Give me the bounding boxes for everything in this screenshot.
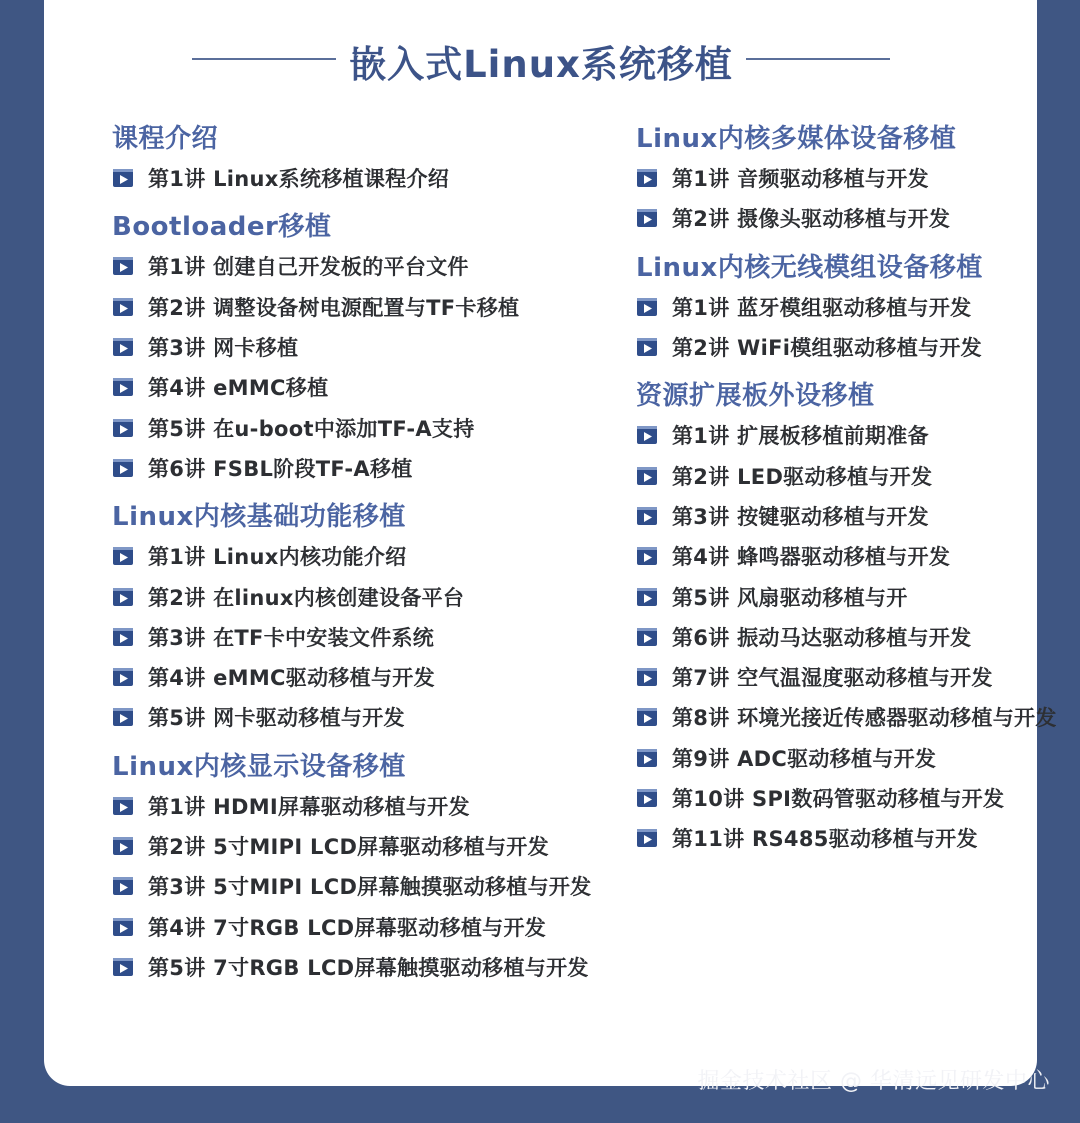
play-icon <box>112 875 134 897</box>
lesson-title: 第1讲 Linux系统移植课程介绍 <box>148 167 450 192</box>
lesson-title: 第1讲 HDMI屏幕驱动移植与开发 <box>148 794 470 819</box>
play-icon <box>636 787 658 809</box>
lesson-item[interactable] <box>112 826 591 866</box>
lesson-title: 第5讲 7寸RGB LCD屏幕触摸驱动移植与开发 <box>148 955 589 980</box>
lesson-title: 第5讲 风扇驱动移植与开 <box>672 585 908 610</box>
lesson-item[interactable] <box>636 327 1057 367</box>
lesson-title: 第2讲 在linux内核创建设备平台 <box>148 585 465 610</box>
play-icon <box>112 417 134 439</box>
lesson-title: 第7讲 空气温湿度驱动移植与开发 <box>672 666 993 691</box>
section-title: Linux内核显示设备移植 <box>112 751 406 782</box>
lesson-item[interactable] <box>112 576 591 616</box>
play-icon <box>636 167 658 189</box>
lesson-title: 第10讲 SPI数码管驱动移植与开发 <box>672 787 1005 811</box>
lesson-item[interactable] <box>112 657 591 697</box>
lesson-title: 第6讲 振动马达驱动移植与开发 <box>672 625 972 650</box>
play-icon <box>112 255 134 277</box>
title-divider-right <box>746 58 890 60</box>
play-icon <box>112 916 134 938</box>
lesson-item[interactable] <box>112 866 591 906</box>
course-card <box>44 0 1057 1086</box>
section-title: Linux内核基础功能移植 <box>112 502 406 533</box>
lesson-item[interactable] <box>636 818 1057 858</box>
play-icon <box>112 457 134 479</box>
play-icon <box>636 706 658 728</box>
course-section <box>112 748 591 987</box>
lesson-title: 第11讲 RS485驱动移植与开发 <box>672 827 978 852</box>
lesson-title: 第1讲 扩展板移植前期准备 <box>672 424 929 449</box>
lesson-item[interactable] <box>112 786 591 826</box>
lesson-title: 第4讲 蜂鸣器驱动移植与开发 <box>672 545 951 570</box>
lesson-title: 第6讲 FSBL阶段TF-A移植 <box>148 456 413 481</box>
play-icon <box>112 545 134 567</box>
lesson-item[interactable] <box>636 778 1057 818</box>
lesson-title: 第4讲 7寸RGB LCD屏幕驱动移植与开发 <box>148 915 547 940</box>
play-icon <box>112 296 134 318</box>
lesson-title: 第1讲 音频驱动移植与开发 <box>672 167 929 192</box>
lesson-item[interactable] <box>112 947 591 987</box>
lesson-title: 第2讲 WiFi模组驱动移植与开发 <box>672 336 982 361</box>
play-icon <box>636 747 658 769</box>
play-icon <box>112 956 134 978</box>
lesson-item[interactable] <box>112 617 591 657</box>
lesson-title: 第3讲 5寸MIPI LCD屏幕触摸驱动移植与开发 <box>148 875 592 900</box>
lesson-item[interactable] <box>636 576 1057 616</box>
play-icon <box>112 706 134 728</box>
play-icon <box>112 167 134 189</box>
course-section <box>112 208 591 488</box>
play-icon <box>112 336 134 358</box>
lesson-title: 第2讲 5寸MIPI LCD屏幕驱动移植与开发 <box>148 835 549 859</box>
lesson-title: 第3讲 按键驱动移植与开发 <box>672 504 929 529</box>
lesson-title: 第5讲 在u-boot中添加TF-A支持 <box>148 416 475 441</box>
section-title: Linux内核多媒体设备移植 <box>636 124 957 154</box>
lesson-title: 第2讲 调整设备树电源配置与TF卡移植 <box>148 295 520 320</box>
play-icon <box>636 296 658 318</box>
lesson-item[interactable] <box>636 536 1057 576</box>
lesson-item[interactable] <box>112 287 591 327</box>
lesson-title: 第4讲 eMMC移植 <box>148 376 329 401</box>
play-icon <box>636 424 658 446</box>
lesson-item[interactable] <box>112 697 591 737</box>
title-divider-left <box>192 58 336 60</box>
lesson-title: 第1讲 Linux内核功能介绍 <box>148 545 407 570</box>
play-icon <box>112 586 134 608</box>
lesson-item[interactable] <box>636 496 1057 536</box>
lesson-title: 第3讲 在TF卡中安装文件系统 <box>148 625 435 650</box>
play-icon <box>112 795 134 817</box>
course-section <box>112 498 591 737</box>
play-icon <box>112 666 134 688</box>
watermark: 掘金技术社区 @ 华清远见研发中心 <box>697 1069 1050 1094</box>
lesson-title: 第2讲 LED驱动移植与开发 <box>672 464 933 489</box>
lesson-title: 第8讲 环境光接近传感器驱动移植与开发 <box>672 706 1057 731</box>
lesson-title: 第1讲 创建自己开发板的平台文件 <box>148 255 469 280</box>
lesson-title: 第3讲 网卡移植 <box>148 336 299 361</box>
section-title: Linux内核无线模组设备移植 <box>636 252 983 283</box>
course-section <box>636 120 1057 239</box>
play-icon <box>112 626 134 648</box>
play-icon <box>636 545 658 567</box>
lesson-item[interactable] <box>636 697 1057 737</box>
section-title: 资源扩展板外设移植 <box>636 381 875 412</box>
course-section <box>636 249 1057 368</box>
left-column <box>112 118 591 987</box>
lesson-item[interactable] <box>636 287 1057 327</box>
lesson-item[interactable] <box>112 906 591 946</box>
lesson-title: 第1讲 蓝牙模组驱动移植与开发 <box>672 295 972 320</box>
lesson-title: 第9讲 ADC驱动移植与开发 <box>672 746 937 771</box>
play-icon <box>636 626 658 648</box>
lesson-item[interactable] <box>636 455 1057 495</box>
lesson-item[interactable] <box>112 407 591 447</box>
lesson-item[interactable] <box>112 448 591 488</box>
play-icon <box>636 207 658 229</box>
lesson-title: 第2讲 摄像头驱动移植与开发 <box>672 207 951 232</box>
course-section <box>636 377 1057 858</box>
lesson-item[interactable] <box>112 367 591 407</box>
lesson-title: 第5讲 网卡驱动移植与开发 <box>148 706 405 731</box>
lesson-item[interactable] <box>636 738 1057 778</box>
page-title: 嵌入式Linux系统移植 <box>349 43 733 86</box>
lesson-item[interactable] <box>636 198 1057 238</box>
section-title: 课程介绍 <box>112 124 219 154</box>
lesson-item[interactable] <box>636 657 1057 697</box>
course-section <box>112 120 591 198</box>
play-icon <box>636 586 658 608</box>
lesson-item[interactable] <box>636 617 1057 657</box>
play-icon <box>636 827 658 849</box>
play-icon <box>112 835 134 857</box>
right-column <box>636 118 1057 858</box>
section-title: Bootloader移植 <box>112 212 332 243</box>
play-icon <box>112 376 134 398</box>
play-icon <box>636 666 658 688</box>
title-row <box>44 34 1037 84</box>
lesson-item[interactable] <box>112 327 591 367</box>
lesson-item[interactable] <box>636 158 1057 198</box>
lesson-title: 第4讲 eMMC驱动移植与开发 <box>148 666 435 691</box>
lesson-item[interactable] <box>112 158 591 198</box>
play-icon <box>636 505 658 527</box>
lesson-item[interactable] <box>636 415 1057 455</box>
play-icon <box>636 336 658 358</box>
play-icon <box>636 465 658 487</box>
lesson-item[interactable] <box>112 246 591 286</box>
lesson-item[interactable] <box>112 536 591 576</box>
